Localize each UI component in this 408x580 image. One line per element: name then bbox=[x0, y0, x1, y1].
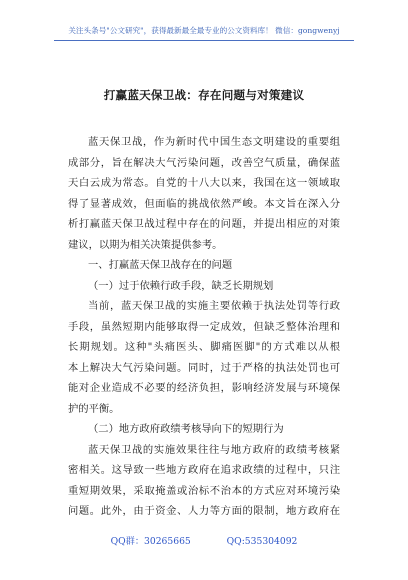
paragraph-line: 长期规划。这种"头痛医头、脚痛医脚"的方式难以从根 bbox=[68, 341, 340, 353]
paragraph-line: 本上解决大气污染问题。同时，过于严格的执法处罚也可 bbox=[68, 361, 340, 374]
subsection-2-paragraph bbox=[68, 440, 340, 522]
paragraph-line: 密相关。这导致一些地方政府在追求政绩的过程中，只注 bbox=[68, 464, 340, 476]
paragraph-line: 蓝天保卫战的实施效果往往与地方政府的政绩考核紧 bbox=[88, 443, 340, 456]
paragraph-line: 建议，以期为相关决策提供参考。 bbox=[68, 238, 223, 251]
paragraph-line: 析打赢蓝天保卫战过程中存在的问题，并提出相应的对策 bbox=[68, 218, 340, 230]
subsection-heading: （一）过于依赖行政手段，缺乏长期规划 bbox=[88, 279, 274, 292]
header-divider bbox=[54, 40, 354, 41]
paragraph-line: 能对企业造成不必要的经济负担，影响经济发展与环境保 bbox=[68, 382, 340, 394]
footer-qq: QQ:535304092 bbox=[226, 536, 298, 547]
paragraph-line: 重短期效果，采取掩盖或治标不治本的方式应对环境污染 bbox=[68, 484, 340, 497]
paragraph-line: 问题。此外，由于资金、人力等方面的限制，地方政府在 bbox=[68, 505, 340, 517]
paragraph-line: 当前，蓝天保卫战的实施主要依赖于执法处罚等行政 bbox=[88, 300, 340, 312]
document-body bbox=[68, 132, 340, 522]
paragraph-line: 天白云成为常态。自党的十八大以来，我国在这一领域取 bbox=[68, 177, 340, 189]
document-title: 打赢蓝天保卫战：存在问题与对策建议 bbox=[103, 88, 305, 102]
paragraph-line: 蓝天保卫战，作为新时代中国生态文明建设的重要组 bbox=[88, 136, 340, 148]
header-banner: 关注头条号"公文研究"，获得最新最全最专业的公文资料库！ 微信：gongwenyj bbox=[68, 26, 340, 35]
intro-paragraph bbox=[68, 132, 340, 255]
paragraph-line: 成部分，旨在解决大气污染问题，改善空气质量，确保蓝 bbox=[68, 156, 340, 169]
footer-contact bbox=[0, 536, 408, 548]
subsection-heading: （二）地方政府政绩考核导向下的短期行为 bbox=[88, 423, 284, 435]
paragraph-line: 得了显著成效，但面临的挑战依然严峻。本文旨在深入分 bbox=[68, 197, 340, 210]
section-heading: 一、打赢蓝天保卫战存在的问题 bbox=[88, 259, 233, 271]
paragraph-line: 护的平衡。 bbox=[68, 402, 120, 415]
footer-qq-group: QQ群：30265665 bbox=[110, 536, 191, 547]
subsection-1-paragraph bbox=[68, 296, 340, 419]
paragraph-line: 手段，虽然短期内能够取得一定成效，但缺乏整体治理和 bbox=[68, 320, 340, 333]
